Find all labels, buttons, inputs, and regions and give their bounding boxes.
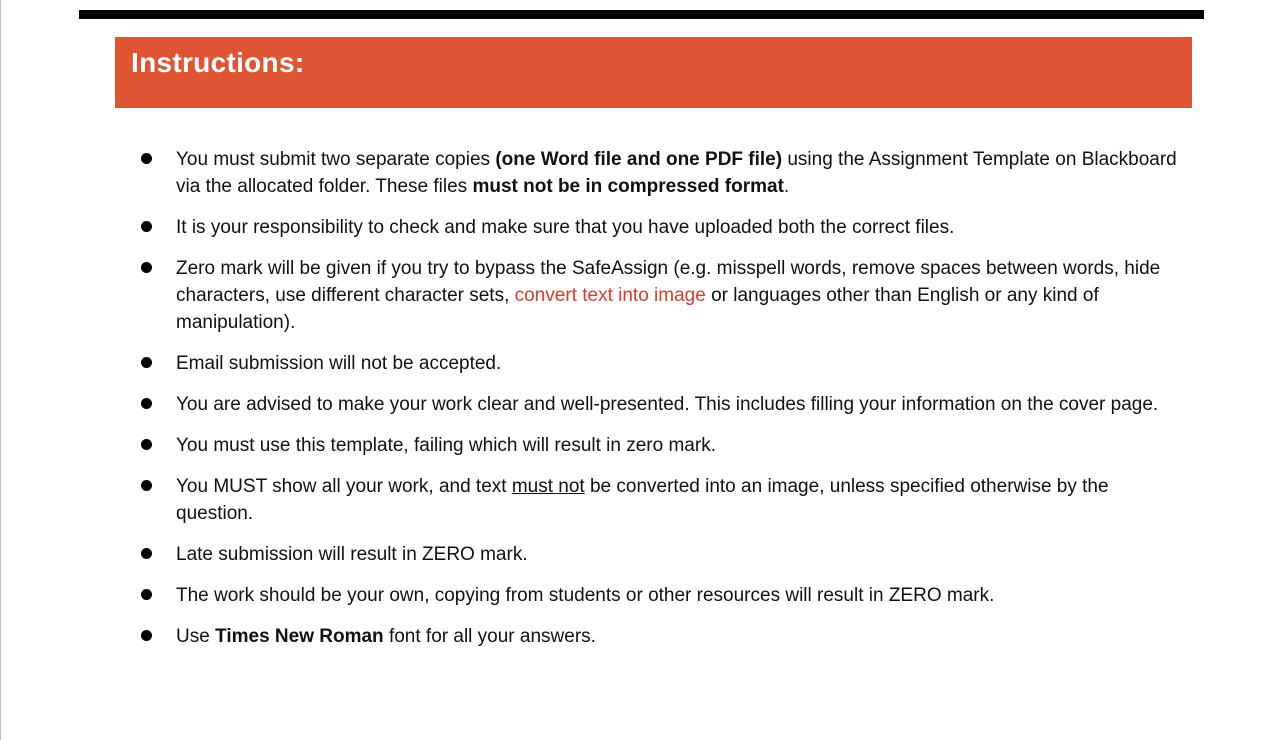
- list-item: [138, 582, 1184, 609]
- list-item: [138, 391, 1184, 418]
- bullet-icon: [141, 439, 152, 450]
- item-text: Zero mark will be given if you try to bypass the SafeAssign (e.g. misspell words, remove spaces between words, hide characters, use different character sets,: [176, 258, 1161, 306]
- bullet-icon: [141, 630, 152, 641]
- bullet-icon: [141, 153, 152, 164]
- list-item: [138, 432, 1184, 459]
- item-bold-text: must not be in compressed format: [472, 176, 784, 197]
- item-underlined-text: must not: [511, 476, 585, 497]
- item-text: You must use this template, failing which will result in zero mark.: [176, 435, 716, 456]
- list-item: [138, 255, 1184, 336]
- instructions-banner: [115, 37, 1192, 108]
- instructions-title: Instructions:: [131, 47, 305, 78]
- bullet-icon: [141, 589, 152, 600]
- item-text: The work should be your own, copying from students or other resources will result in ZERO mark.: [176, 585, 995, 606]
- bullet-icon: [141, 480, 152, 491]
- list-item: [138, 623, 1184, 650]
- instructions-list: [138, 146, 1184, 664]
- bullet-icon: [141, 398, 152, 409]
- item-text: Late submission will result in ZERO mark.: [176, 544, 528, 565]
- item-text: You MUST show all your work, and text: [176, 476, 512, 497]
- bullet-icon: [141, 357, 152, 368]
- list-item: [138, 146, 1184, 200]
- item-text: You must submit two separate copies: [176, 149, 496, 170]
- item-text: You are advised to make your work clear and well-presented. This includes filling your information on the cover page.: [176, 394, 1159, 415]
- bullet-icon: [141, 548, 152, 559]
- item-text: using the Assignment Template on Blackboard via the allocated folder. These files: [176, 149, 1177, 197]
- list-item: [138, 541, 1184, 568]
- list-item: [138, 473, 1184, 527]
- header-rule: [79, 10, 1204, 19]
- item-text: .: [783, 176, 790, 197]
- item-text: It is your responsibility to check and make sure that you have uploaded both the correct files.: [176, 217, 955, 238]
- bullet-icon: [141, 262, 152, 273]
- item-text: font for all your answers.: [383, 626, 596, 647]
- item-text: Use: [176, 626, 216, 647]
- item-text: be converted into an image, unless specified otherwise by the question.: [176, 476, 1109, 524]
- item-bold-text: (one Word file and one PDF file): [495, 149, 783, 170]
- item-highlight-text: convert text into image: [514, 285, 706, 306]
- item-text: or languages other than English or any kind of manipulation).: [176, 285, 1099, 333]
- list-item: [138, 350, 1184, 377]
- page-left-border: [0, 0, 1, 740]
- bullet-icon: [141, 221, 152, 232]
- item-bold-text: Times New Roman: [215, 626, 384, 647]
- item-text: Email submission will not be accepted.: [176, 353, 502, 374]
- list-item: [138, 214, 1184, 241]
